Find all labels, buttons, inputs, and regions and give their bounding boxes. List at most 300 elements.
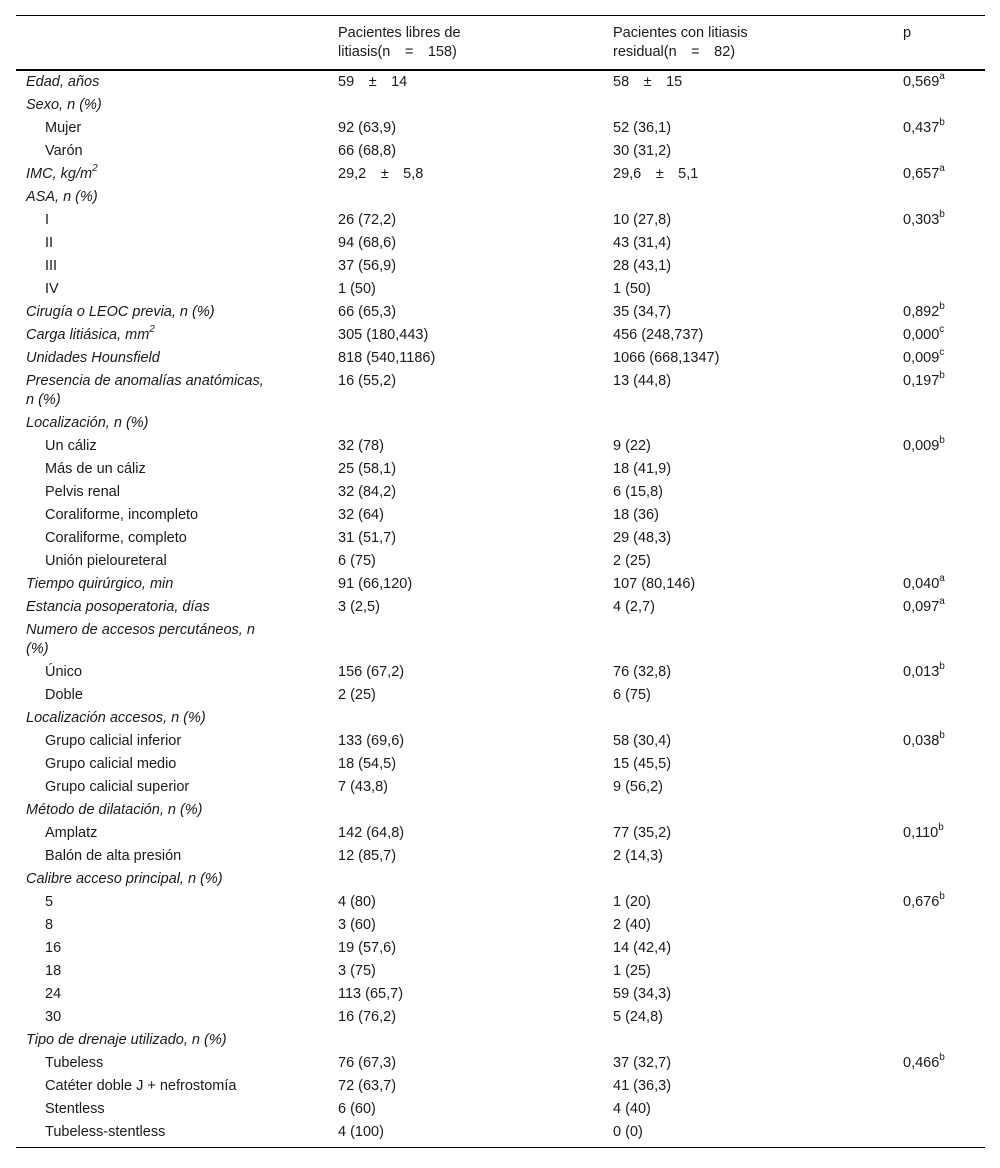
cell-stone-free [338,619,613,623]
cell-stone-free: 91 (66,120) [338,576,413,592]
cell-stone-free [338,707,613,711]
table-row [16,117,985,140]
cell-p-value [903,1052,985,1075]
p-value-test-superscript: a [939,163,945,175]
table-row [16,596,985,619]
cell-stone-free: 32 (78) [338,438,384,454]
p-value-text: 0,009 [903,350,940,366]
cell-residual: 2 (25) [613,553,651,569]
row-label-text: Localización, n (%) [26,415,149,431]
cell-residual [613,1029,903,1033]
header-col-p: p [903,25,912,41]
table-row [16,707,985,730]
cell-stone-free [338,94,613,98]
cell-stone-free [338,186,613,190]
cell-stone-free: 4 (100) [338,1124,384,1140]
cell-p-value [903,370,985,393]
p-value-test-superscript: b [939,661,945,673]
cell-residual: 77 (35,2) [613,825,672,841]
table-row [16,891,985,914]
row-label-text: Grupo calicial inferior [45,733,182,749]
table-row [16,481,985,504]
table-row [16,1029,985,1052]
table-row [16,412,985,435]
row-label-text-line2: (%) [26,641,49,657]
table-row [16,71,985,94]
cell-p-value [903,573,985,596]
p-value-text: 0,437 [903,120,940,136]
header-col-stone-free [338,16,613,69]
table-row [16,458,985,481]
cell-p-value [903,140,985,144]
cell-p-value [903,1098,985,1102]
table-row [16,278,985,301]
table-row [16,435,985,458]
comparison-table [16,15,985,1148]
row-label-text: Pelvis renal [45,484,120,500]
cell-stone-free: 32 (84,2) [338,484,397,500]
table-row [16,753,985,776]
row-subcategory-label [16,1098,338,1121]
table-row [16,983,985,1006]
table-row [16,937,985,960]
row-subcategory-label [16,1006,338,1029]
row-subcategory-label [16,117,338,140]
row-label-text: IV [45,281,59,297]
p-value-text: 0,009 [903,438,940,454]
table-row [16,94,985,117]
cell-stone-free: 4 (80) [338,894,376,910]
cell-p-value [903,730,985,753]
header-col-residual [613,16,903,69]
row-label-text: Estancia posoperatoria, días [26,599,210,615]
cell-stone-free [338,412,613,416]
p-value-test-superscript: a [939,596,945,608]
cell-p-value [903,1121,985,1125]
cell-residual: 13 (44,8) [613,373,672,389]
row-category-label [16,347,338,370]
cell-residual: 29 (48,3) [613,530,672,546]
row-label-text: I [45,212,50,228]
row-label-text: Varón [45,143,83,159]
row-subcategory-label [16,983,338,1006]
cell-p-value [903,458,985,462]
cell-p-value [903,868,985,872]
cell-stone-free: 3 (75) [338,963,376,979]
cell-residual: 30 (31,2) [613,143,672,159]
cell-p-value [903,301,985,324]
table-row [16,822,985,845]
p-value-test-superscript: b [939,370,945,382]
cell-residual: 9 (22) [613,438,651,454]
row-label-text: Sexo, n (%) [26,97,102,113]
table-row [16,661,985,684]
row-label-text: Calibre acceso principal, n (%) [26,871,223,887]
table-row [16,868,985,891]
cell-stone-free: 18 (54,5) [338,756,397,772]
cell-residual [613,94,903,98]
cell-residual [613,619,903,623]
cell-residual: 10 (27,8) [613,212,672,228]
cell-stone-free: 3 (2,5) [338,599,380,615]
row-subcategory-label [16,255,338,278]
row-label-text: Localización accesos, n (%) [26,710,206,726]
cell-stone-free: 142 (64,8) [338,825,405,841]
p-value-text: 0,038 [903,733,940,749]
cell-stone-free: 26 (72,2) [338,212,397,228]
cell-residual: 18 (36) [613,507,659,523]
cell-p-value [903,71,985,94]
p-value-text: 0,000 [903,327,940,343]
row-subcategory-label [16,1052,338,1075]
cell-stone-free: 16 (76,2) [338,1009,397,1025]
cell-p-value [903,914,985,918]
cell-stone-free: 113 (65,7) [338,986,404,1002]
cell-stone-free: 1 (50) [338,281,376,297]
table-row [16,1006,985,1029]
cell-p-value [903,776,985,780]
p-value-test-superscript: b [939,209,945,221]
cell-p-value [903,527,985,531]
table-row [16,573,985,596]
row-subcategory-label [16,527,338,550]
row-label-text: Tiempo quirúrgico, min [26,576,174,592]
row-label-text: ASA, n (%) [26,189,98,205]
header-col-stone-free-line1: Pacientes libres de [338,25,461,41]
row-label-text: Coraliforme, incompleto [45,507,199,523]
cell-stone-free: 16 (55,2) [338,373,397,389]
row-label-text: Amplatz [45,825,98,841]
cell-stone-free: 92 (63,9) [338,120,397,136]
p-value-test-superscript: c [939,324,945,336]
row-category-label [16,370,338,412]
cell-p-value [903,412,985,416]
cell-residual: 28 (43,1) [613,258,672,274]
cell-residual: 76 (32,8) [613,664,672,680]
cell-residual: 1 (25) [613,963,651,979]
row-label-text: 16 [45,940,62,956]
p-value-test-superscript: a [939,71,945,83]
row-category-label [16,573,338,596]
row-subcategory-label [16,937,338,960]
row-subcategory-label [16,822,338,845]
cell-p-value [903,799,985,803]
row-category-label [16,619,338,661]
cell-residual: 456 (248,737) [613,327,704,343]
cell-residual: 6 (15,8) [613,484,663,500]
cell-p-value [903,117,985,140]
cell-stone-free: 37 (56,9) [338,258,397,274]
p-value-test-superscript: b [939,891,945,903]
p-value-text: 0,892 [903,304,940,320]
cell-p-value [903,232,985,236]
row-subcategory-label [16,684,338,707]
table-row [16,504,985,527]
p-value-text: 0,040 [903,576,940,592]
row-label-text: Grupo calicial medio [45,756,177,772]
table-row [16,1121,985,1144]
row-subcategory-label [16,753,338,776]
header-col-residual-line1: Pacientes con litiasis [613,25,748,41]
row-category-label [16,186,338,209]
cell-residual [613,412,903,416]
row-label-text-line2: n (%) [26,392,61,408]
table-header [16,16,985,71]
header-col-stone-free-line2: litiasis(n = 158) [338,44,457,60]
row-subcategory-label [16,232,338,255]
p-value-text: 0,466 [903,1055,940,1071]
table-row [16,186,985,209]
table-bottom-rule [16,1147,985,1148]
cell-stone-free: 29,2 ± 5,8 [338,166,424,182]
row-label-superscript: 2 [92,163,98,175]
cell-stone-free: 66 (68,8) [338,143,397,159]
cell-residual: 4 (2,7) [613,599,655,615]
cell-p-value [903,596,985,619]
row-label-text: Carga litiásica, mm [26,327,150,343]
row-label-text: Unión pieloureteral [45,553,167,569]
table-row [16,776,985,799]
cell-stone-free: 305 (180,443) [338,327,429,343]
cell-residual [613,799,903,803]
row-category-label [16,94,338,117]
row-label-text: Método de dilatación, n (%) [26,802,203,818]
row-subcategory-label [16,730,338,753]
table-row [16,301,985,324]
row-subcategory-label [16,550,338,573]
cell-p-value [903,163,985,186]
cell-stone-free: 25 (58,1) [338,461,397,477]
row-category-label [16,412,338,435]
row-label-text: Coraliforme, completo [45,530,187,546]
p-value-text: 0,197 [903,373,940,389]
row-category-label [16,324,338,347]
cell-residual: 52 (36,1) [613,120,672,136]
p-value-text: 0,569 [903,74,940,90]
table-row [16,370,985,412]
table-row [16,527,985,550]
cell-p-value [903,347,985,370]
cell-residual: 41 (36,3) [613,1078,672,1094]
cell-stone-free: 72 (63,7) [338,1078,397,1094]
header-col-variable [16,16,338,69]
row-label-text: Presencia de anomalías anatómicas, [26,373,264,389]
table-row [16,232,985,255]
cell-p-value [903,661,985,684]
row-category-label [16,71,338,94]
table-row [16,209,985,232]
cell-p-value [903,324,985,347]
cell-p-value [903,891,985,914]
row-label-text: 24 [45,986,62,1002]
p-value-test-superscript: b [939,730,945,742]
row-label-text: 30 [45,1009,62,1025]
row-label-text: Tubeless-stentless [45,1124,166,1140]
p-value-text: 0,097 [903,599,940,615]
row-category-label [16,868,338,891]
row-subcategory-label [16,481,338,504]
row-label-text: Catéter doble J + nefrostomía [45,1078,237,1094]
cell-residual: 1 (50) [613,281,651,297]
row-label-text: Único [45,664,83,680]
row-label-text: Edad, años [26,74,100,90]
p-value-test-superscript: c [939,347,945,359]
cell-p-value [903,753,985,757]
row-label-text: Doble [45,687,83,703]
p-value-test-superscript: b [939,301,945,313]
p-value-test-superscript: b [939,1052,945,1064]
cell-residual: 59 (34,3) [613,986,672,1002]
cell-p-value [903,1075,985,1079]
table-row [16,140,985,163]
cell-residual: 29,6 ± 5,1 [613,166,699,182]
cell-stone-free [338,868,613,872]
row-label-text: Tipo de drenaje utilizado, n (%) [26,1032,227,1048]
row-label-text: Grupo calicial superior [45,779,190,795]
p-value-text: 0,676 [903,894,940,910]
p-value-text: 0,657 [903,166,940,182]
cell-residual: 14 (42,4) [613,940,672,956]
row-label-superscript: 2 [149,324,155,336]
row-label-text: Unidades Hounsfield [26,350,160,366]
cell-stone-free: 3 (60) [338,917,376,933]
table-row [16,730,985,753]
p-value-test-superscript: b [939,117,945,129]
cell-residual: 58 (30,4) [613,733,672,749]
cell-stone-free: 12 (85,7) [338,848,397,864]
row-label-text: Numero de accesos percutáneos, n [26,622,255,638]
p-value-text: 0,110 [903,825,939,841]
row-category-label [16,707,338,730]
p-value-test-superscript: a [939,573,945,585]
row-subcategory-label [16,435,338,458]
row-subcategory-label [16,661,338,684]
table-row [16,163,985,186]
cell-residual: 2 (14,3) [613,848,663,864]
cell-stone-free: 66 (65,3) [338,304,397,320]
cell-residual: 6 (75) [613,687,651,703]
row-label-text: III [45,258,58,274]
row-label-text: Cirugía o LEOC previa, n (%) [26,304,215,320]
cell-residual: 35 (34,7) [613,304,672,320]
cell-residual: 18 (41,9) [613,461,672,477]
table-row [16,684,985,707]
cell-p-value [903,186,985,190]
row-label-text: IMC, kg/m [26,166,93,182]
cell-p-value [903,255,985,259]
cell-stone-free: 59 ± 14 [338,74,408,90]
cell-p-value [903,684,985,688]
cell-stone-free: 7 (43,8) [338,779,388,795]
row-category-label [16,1029,338,1052]
table-row [16,1098,985,1121]
row-subcategory-label [16,209,338,232]
p-value-test-superscript: b [938,822,944,834]
row-subcategory-label [16,278,338,301]
cell-stone-free: 818 (540,1186) [338,350,436,366]
cell-residual: 43 (31,4) [613,235,672,251]
p-value-text: 0,303 [903,212,940,228]
table-body [16,71,985,1144]
cell-residual: 58 ± 15 [613,74,683,90]
table-row [16,1052,985,1075]
cell-residual: 15 (45,5) [613,756,672,772]
row-label-text: Mujer [45,120,82,136]
row-subcategory-label [16,845,338,868]
row-label-text: II [45,235,54,251]
table-row [16,845,985,868]
cell-p-value [903,960,985,964]
cell-p-value [903,435,985,458]
cell-stone-free: 2 (25) [338,687,376,703]
table-row [16,347,985,370]
row-label-text: Stentless [45,1101,105,1117]
p-value-text: 0,013 [903,664,940,680]
cell-stone-free: 6 (60) [338,1101,376,1117]
row-subcategory-label [16,776,338,799]
cell-p-value [903,822,985,845]
cell-residual [613,868,903,872]
cell-residual: 37 (32,7) [613,1055,672,1071]
cell-stone-free: 31 (51,7) [338,530,397,546]
table-row [16,619,985,661]
cell-residual: 5 (24,8) [613,1009,663,1025]
cell-stone-free [338,799,613,803]
cell-stone-free: 76 (67,3) [338,1055,397,1071]
row-subcategory-label [16,960,338,983]
row-label-text: 18 [45,963,62,979]
table-row [16,255,985,278]
row-label-text: Un cáliz [45,438,97,454]
row-label-text: 8 [45,917,54,933]
row-label-text: Más de un cáliz [45,461,146,477]
cell-p-value [903,1006,985,1010]
cell-stone-free: 156 (67,2) [338,664,405,680]
table-row [16,324,985,347]
cell-stone-free: 32 (64) [338,507,384,523]
cell-residual: 9 (56,2) [613,779,663,795]
row-label-text: 5 [45,894,54,910]
table-row [16,550,985,573]
cell-residual: 2 (40) [613,917,651,933]
row-category-label [16,301,338,324]
row-category-label [16,596,338,619]
cell-residual: 107 (80,146) [613,576,696,592]
p-value-test-superscript: b [939,435,945,447]
row-subcategory-label [16,1075,338,1098]
cell-p-value [903,937,985,941]
row-label-text: Balón de alta presión [45,848,182,864]
cell-residual [613,707,903,711]
table-row [16,960,985,983]
cell-p-value [903,209,985,232]
row-subcategory-label [16,1121,338,1144]
row-label-text: Tubeless [45,1055,104,1071]
row-subcategory-label [16,891,338,914]
cell-p-value [903,707,985,711]
cell-p-value [903,983,985,987]
table-row [16,799,985,822]
cell-residual: 1066 (668,1347) [613,350,720,366]
cell-stone-free: 133 (69,6) [338,733,405,749]
header-col-residual-line2: residual(n = 82) [613,44,736,60]
cell-p-value [903,845,985,849]
row-category-label [16,163,338,186]
row-subcategory-label [16,458,338,481]
row-subcategory-label [16,504,338,527]
cell-p-value [903,550,985,554]
cell-residual: 1 (20) [613,894,651,910]
